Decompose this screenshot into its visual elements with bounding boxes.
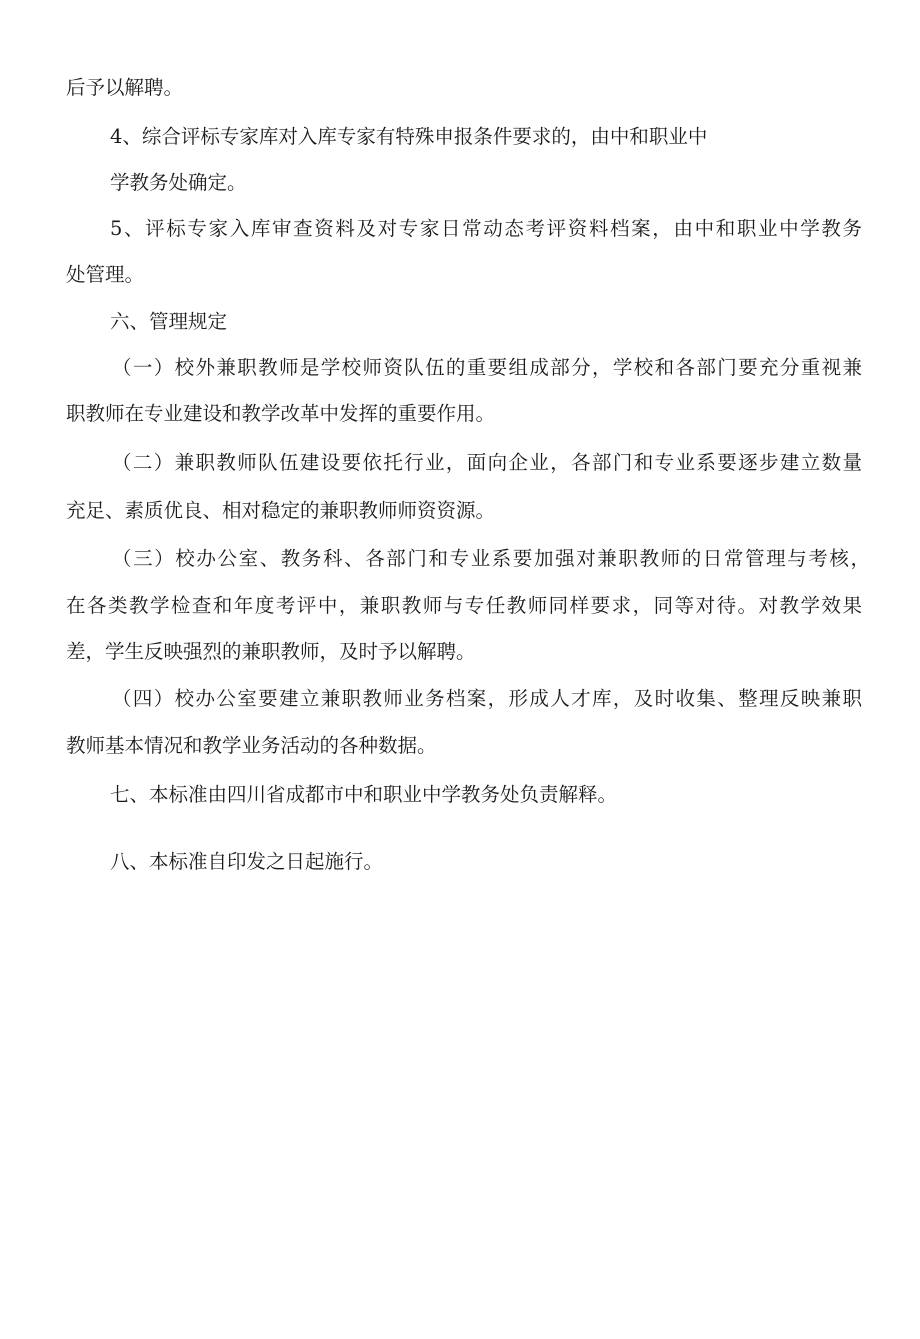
paragraph-line: （一）校外兼职教师是学校师资队伍的重要组成部分，学校和各部门要充分重视兼 — [112, 356, 862, 379]
paragraph-line: 后予以解聘。 — [66, 76, 184, 99]
paragraph-line: 学教务处确定。 — [110, 171, 247, 194]
section-heading: 六、管理规定 — [110, 310, 228, 333]
paragraph-line: 教师基本情况和教学业务活动的各种数据。 — [66, 734, 437, 757]
paragraph-line: 差，学生反映强烈的兼职教师，及时予以解聘。 — [66, 640, 476, 663]
paragraph-line: 5、评标专家入库审查资料及对专家日常动态考评资料档案，由中和职业中学教务 — [110, 217, 862, 240]
paragraph-line: 处管理。 — [66, 263, 145, 286]
paragraph-line: （四）校办公室要建立兼职教师业务档案，形成人才库，及时收集、整理反映兼职 — [112, 687, 862, 710]
section-heading: 七、本标准由四川省成都市中和职业中学教务处负责解释。 — [110, 783, 618, 806]
section-heading: 八、本标准自印发之日起施行。 — [110, 850, 384, 873]
paragraph-line: 职教师在专业建设和教学改革中发挥的重要作用。 — [66, 402, 496, 425]
paragraph-line: 在各类教学检查和年度考评中，兼职教师与专任教师同样要求，同等对待。对教学效果 — [66, 594, 862, 617]
paragraph-line: （二）兼职教师队伍建设要依托行业，面向企业，各部门和专业系要逐步建立数量 — [112, 451, 862, 474]
paragraph-line: 4、综合评标专家库对入库专家有特殊申报条件要求的，由中和职业中 — [110, 125, 708, 148]
paragraph-line: 充足、素质优良、相对稳定的兼职教师师资资源。 — [66, 499, 496, 522]
paragraph-line: （三）校办公室、教务科、各部门和专业系要加强对兼职教师的日常管理与考核， — [112, 547, 870, 570]
